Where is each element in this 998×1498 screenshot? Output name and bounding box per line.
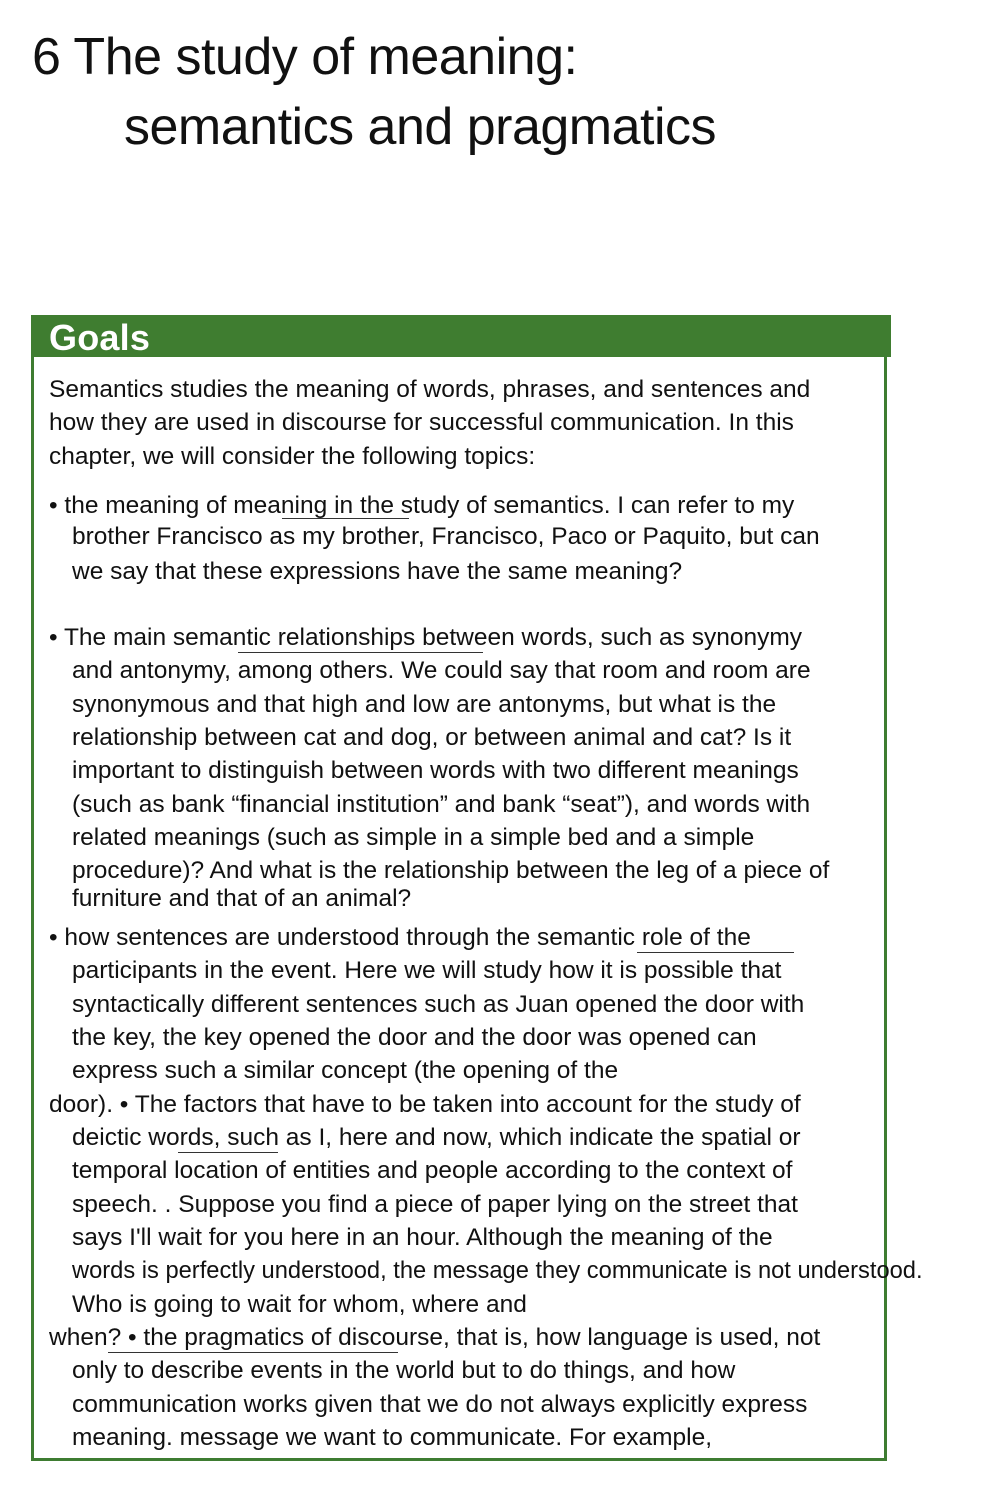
goals-heading: Goals <box>49 317 151 358</box>
topic-line: and antonymy, among others. We could say that room and room are <box>72 657 811 684</box>
underline-mark <box>282 518 409 519</box>
topic-line: Who is going to wait for whom, where and <box>72 1291 527 1318</box>
intro-line: how they are used in discourse for successful communication. In this <box>49 409 794 437</box>
underline-mark <box>178 1152 278 1153</box>
topic-line: words is perfectly understood, the message they communicate is not understood. <box>72 1258 923 1284</box>
topic-line: furniture and that of an animal? <box>72 885 412 912</box>
chapter-title <box>32 22 716 162</box>
topic-line: • the meaning of meaning in the study of semantics. I can refer to my <box>49 492 795 519</box>
topic-line: meaning. message we want to communicate. For example, <box>72 1424 713 1451</box>
topic-line: we say that these expressions have the same meaning? <box>72 558 683 585</box>
goals-intro <box>49 373 810 473</box>
topic-line: deictic words, such as I, here and now, which indicate the spatial or <box>72 1124 801 1151</box>
topic-line: related meanings (such as simple in a simple bed and a simple <box>72 824 755 851</box>
topic-line: the key, the key opened the door and the door was opened can <box>72 1024 757 1051</box>
topic-line: says I'll wait for you here in an hour. Although the meaning of the <box>72 1224 773 1251</box>
topic-line: (such as bank “financial institution” and bank “seat”), and words with <box>72 791 811 818</box>
topic-line: syntactically different sentences such as Juan opened the door with <box>72 991 805 1018</box>
topic-line: synonymous and that high and low are antonyms, but what is the <box>72 691 777 718</box>
topic-line: • The main semantic relationships between words, such as synonymy <box>49 624 803 651</box>
topic-line: express such a similar concept (the opening of the <box>72 1057 619 1084</box>
underline-mark <box>637 952 794 953</box>
topic-line: • how sentences are understood through the semantic role of the <box>49 924 751 951</box>
topic-line: relationship between cat and dog, or between animal and cat? Is it <box>72 724 792 751</box>
topic-line: communication works given that we do not always explicitly express <box>72 1391 808 1418</box>
chapter-title-line-1: 6 The study of meaning: <box>32 28 578 86</box>
underline-mark <box>108 1352 398 1353</box>
topic-line: procedure)? And what is the relationship between the leg of a piece of <box>72 857 830 884</box>
underline-mark <box>238 652 483 653</box>
topic-line: door). • The factors that have to be taken into account for the study of <box>49 1091 801 1118</box>
topic-line: brother Francisco as my brother, Francisco, Paco or Paquito, but can <box>72 523 820 550</box>
topic-line: temporal location of entities and people according to the context of <box>72 1157 793 1184</box>
topic-line: only to describe events in the world but to do things, and how <box>72 1357 736 1384</box>
topic-line: when? • the pragmatics of discourse, that is, how language is used, not <box>49 1324 821 1351</box>
topic-line: important to distinguish between words with two different meanings <box>72 757 799 784</box>
chapter-title-line-2: semantics and pragmatics <box>124 98 717 156</box>
goals-header-bar <box>31 315 891 357</box>
topic-line: participants in the event. Here we will study how it is possible that <box>72 957 782 984</box>
intro-line: chapter, we will consider the following topics: <box>49 442 536 470</box>
topic-line: speech. . Suppose you find a piece of paper lying on the street that <box>72 1191 798 1218</box>
intro-line: Semantics studies the meaning of words, phrases, and sentences and <box>49 376 811 403</box>
